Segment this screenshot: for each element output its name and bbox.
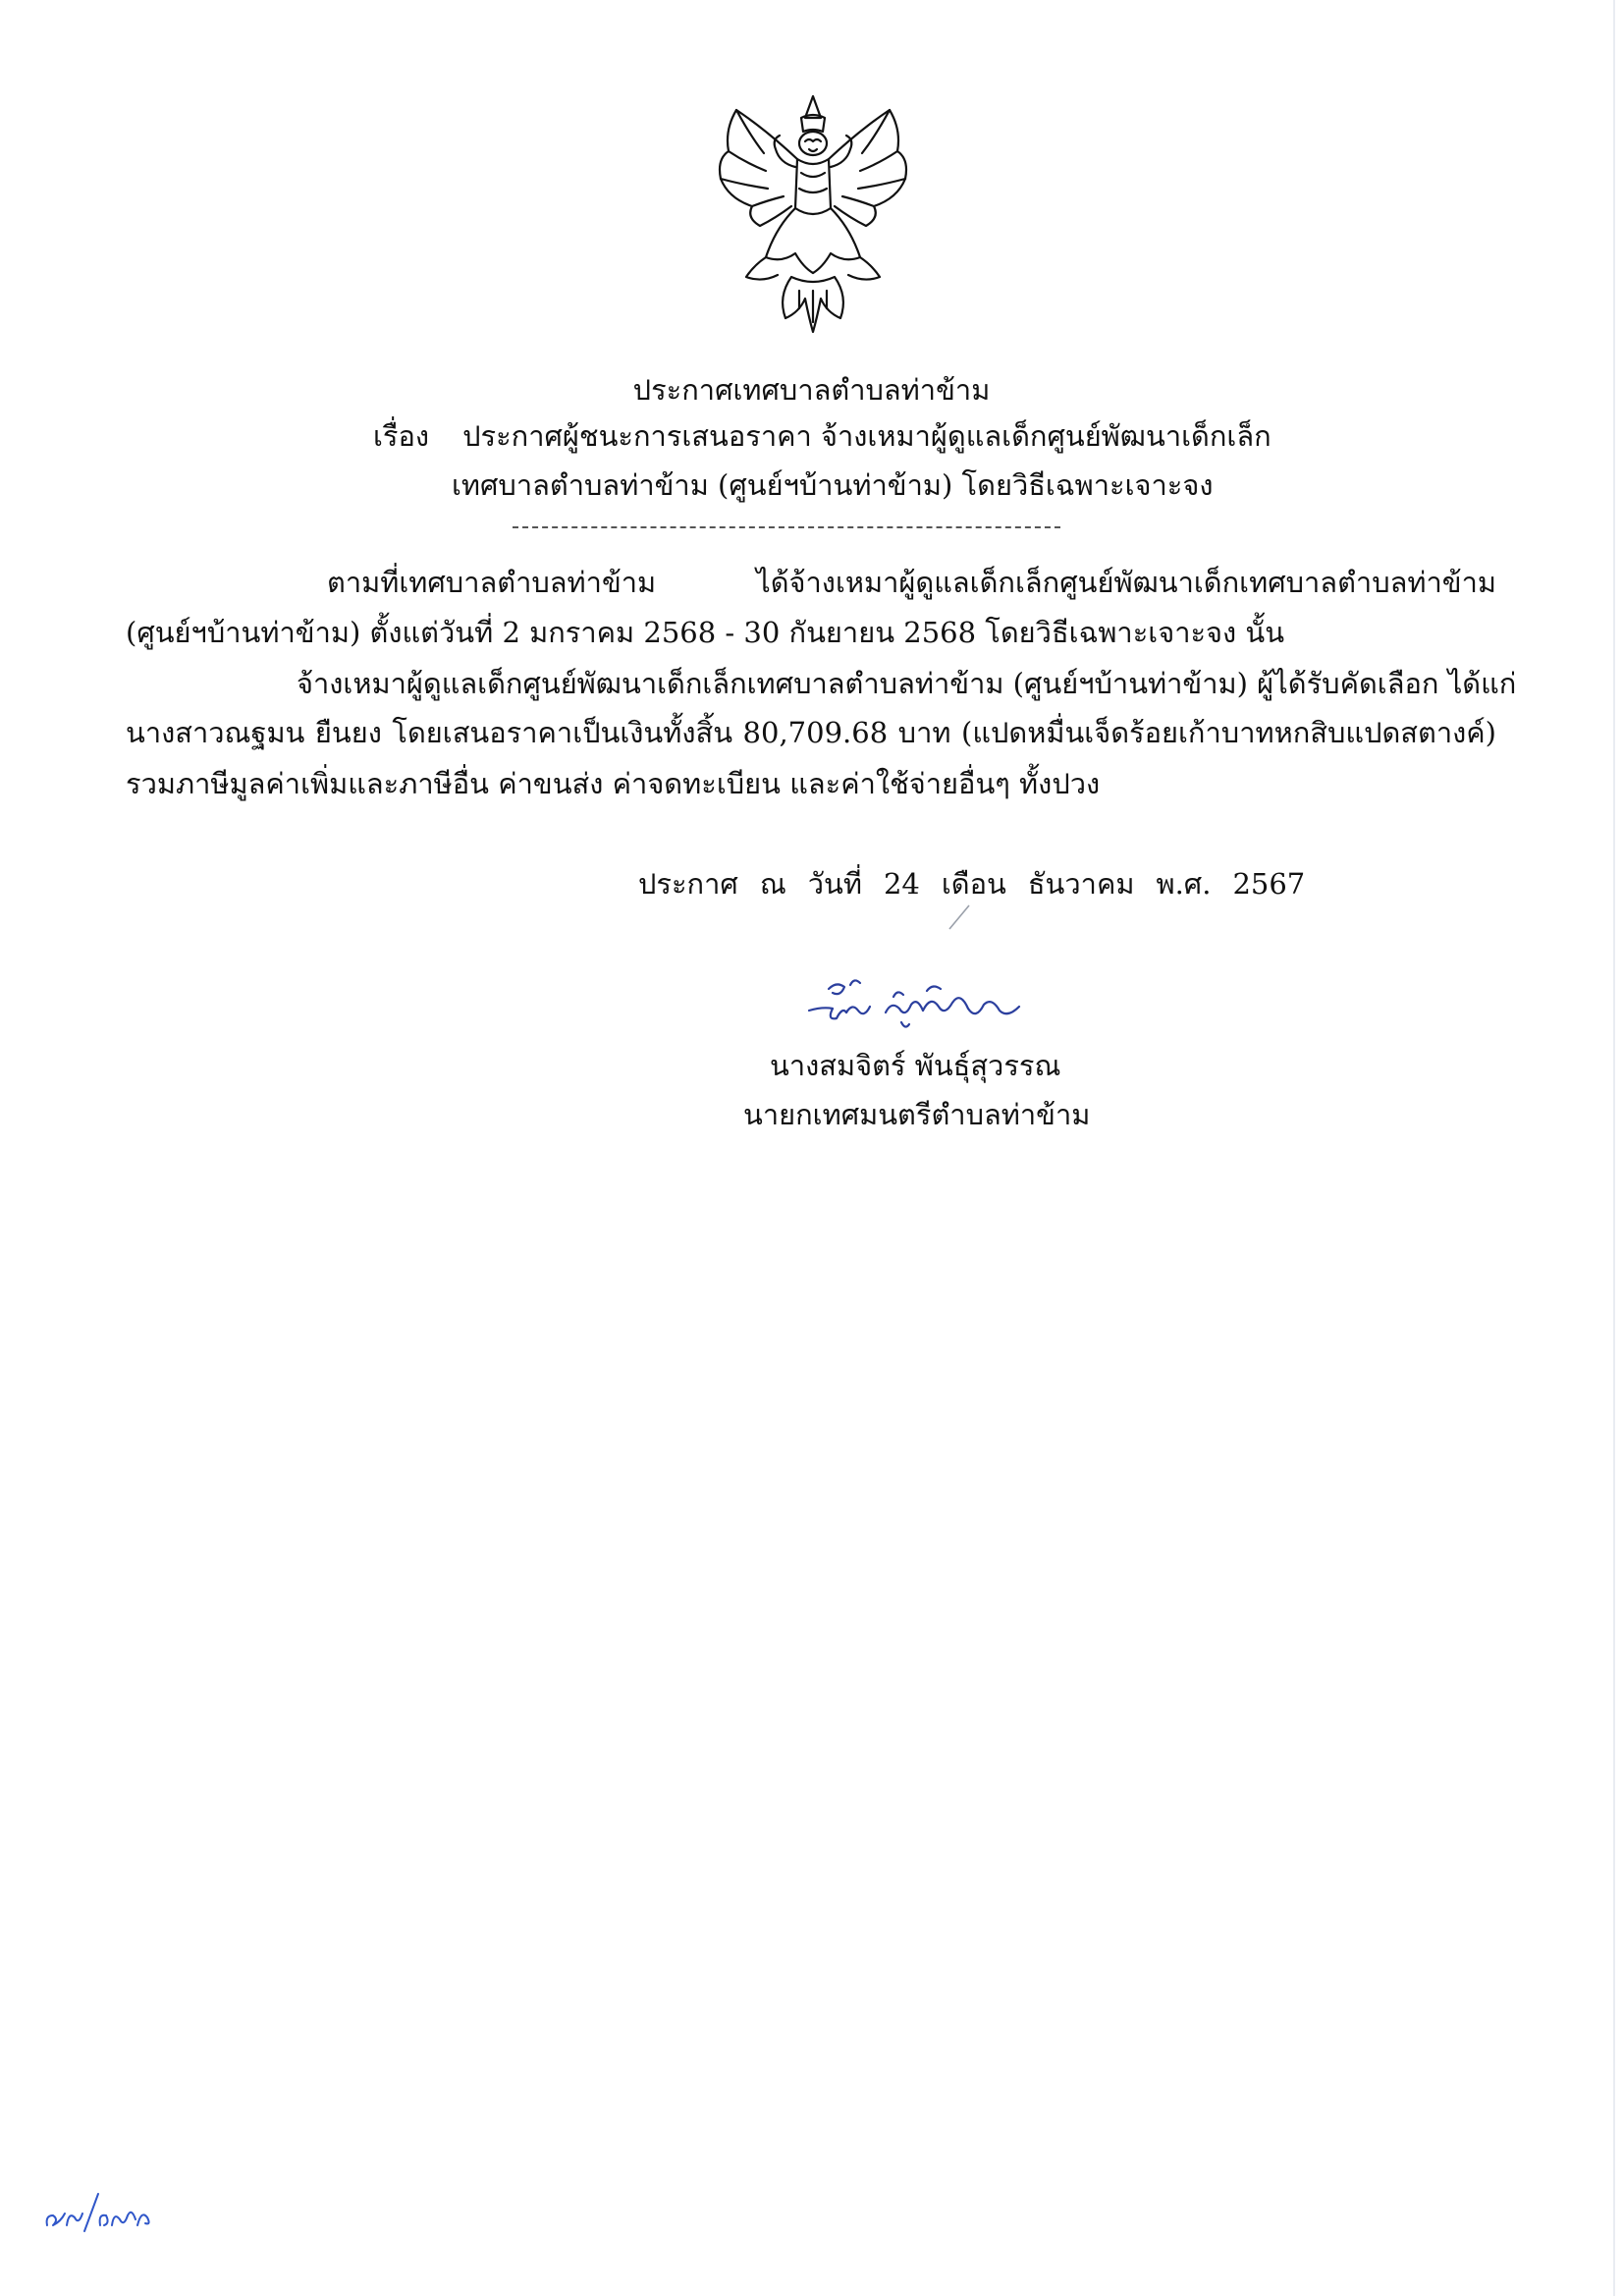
paragraph2-line1: จ้างเหมาผู้ดูแลเด็กศูนย์พัฒนาเด็กเล็กเทศบาลตำบลท่าข้าม (ศูนย์ฯบ้านท่าข้าม) ผู้ได้รับคัดเลือก ได้แก่ xyxy=(297,667,1517,700)
date-day-label: วันที่ xyxy=(807,867,862,901)
date-at: ณ xyxy=(759,867,786,901)
subject-line-continuation: เทศบาลตำบลท่าข้าม (ศูนย์ฯบ้านท่าข้าม) โดยวิธีเฉพาะเจาะจง xyxy=(452,468,1214,502)
date-year-label: พ.ศ. xyxy=(1156,867,1212,901)
subject-label: เรื่อง xyxy=(373,419,430,453)
date-month: ธันวาคม xyxy=(1027,867,1135,901)
date-month-label: เดือน xyxy=(941,867,1006,901)
subject-text: ประกาศผู้ชนะการเสนอราคา จ้างเหมาผู้ดูแลเด็กศูนย์พัฒนาเด็กเล็ก xyxy=(462,419,1271,453)
date-year: 2567 xyxy=(1232,867,1306,901)
paragraph2-line2: นางสาวณฐมน ยืนยง โดยเสนอราคาเป็นเงินทั้งสิ้น 80,709.68 บาท (แปดหมื่นเจ็ดร้อยเก้าบาทหกสิบแปดสตางค์) xyxy=(126,716,1496,749)
announcement-date xyxy=(638,864,1326,903)
handwritten-signature xyxy=(803,967,1029,1038)
paragraph1-line2: (ศูนย์ฯบ้านท่าข้าม) ตั้งแต่วันที่ 2 มกราคม 2568 - 30 กันยายน 2568 โดยวิธีเฉพาะเจาะจง นั้น xyxy=(126,616,1285,649)
page-edge xyxy=(1613,0,1615,2296)
subject-line xyxy=(373,416,1271,456)
garuda-emblem-icon xyxy=(707,90,919,344)
signer-name: นางสมจิตร์ พันธุ์สุวรรณ xyxy=(770,1049,1061,1082)
paragraph1-line1: ตามที่เทศบาลตำบลท่าข้าม ได้จ้างเหมาผู้ดูแลเด็กเล็กศูนย์พัฒนาเด็กเทศบาลตำบลท่าข้าม xyxy=(327,566,1496,599)
announcement-title: ประกาศเทศบาลตำบลท่าข้าม xyxy=(632,373,991,407)
date-prefix: ประกาศ xyxy=(638,867,738,901)
paragraph2-line3: รวมภาษีมูลค่าเพิ่มและภาษีอื่น ค่าขนส่ง ค่าจดทะเบียน และค่าใช้จ่ายอื่นๆ ทั้งปวง xyxy=(126,767,1101,800)
date-day: 24 xyxy=(883,867,920,901)
pen-tick-mark xyxy=(947,902,973,931)
dashed-divider xyxy=(513,526,1060,528)
handwritten-reference-note xyxy=(39,2180,157,2239)
signer-position: นายกเทศมนตรีตำบลท่าข้าม xyxy=(743,1098,1091,1131)
